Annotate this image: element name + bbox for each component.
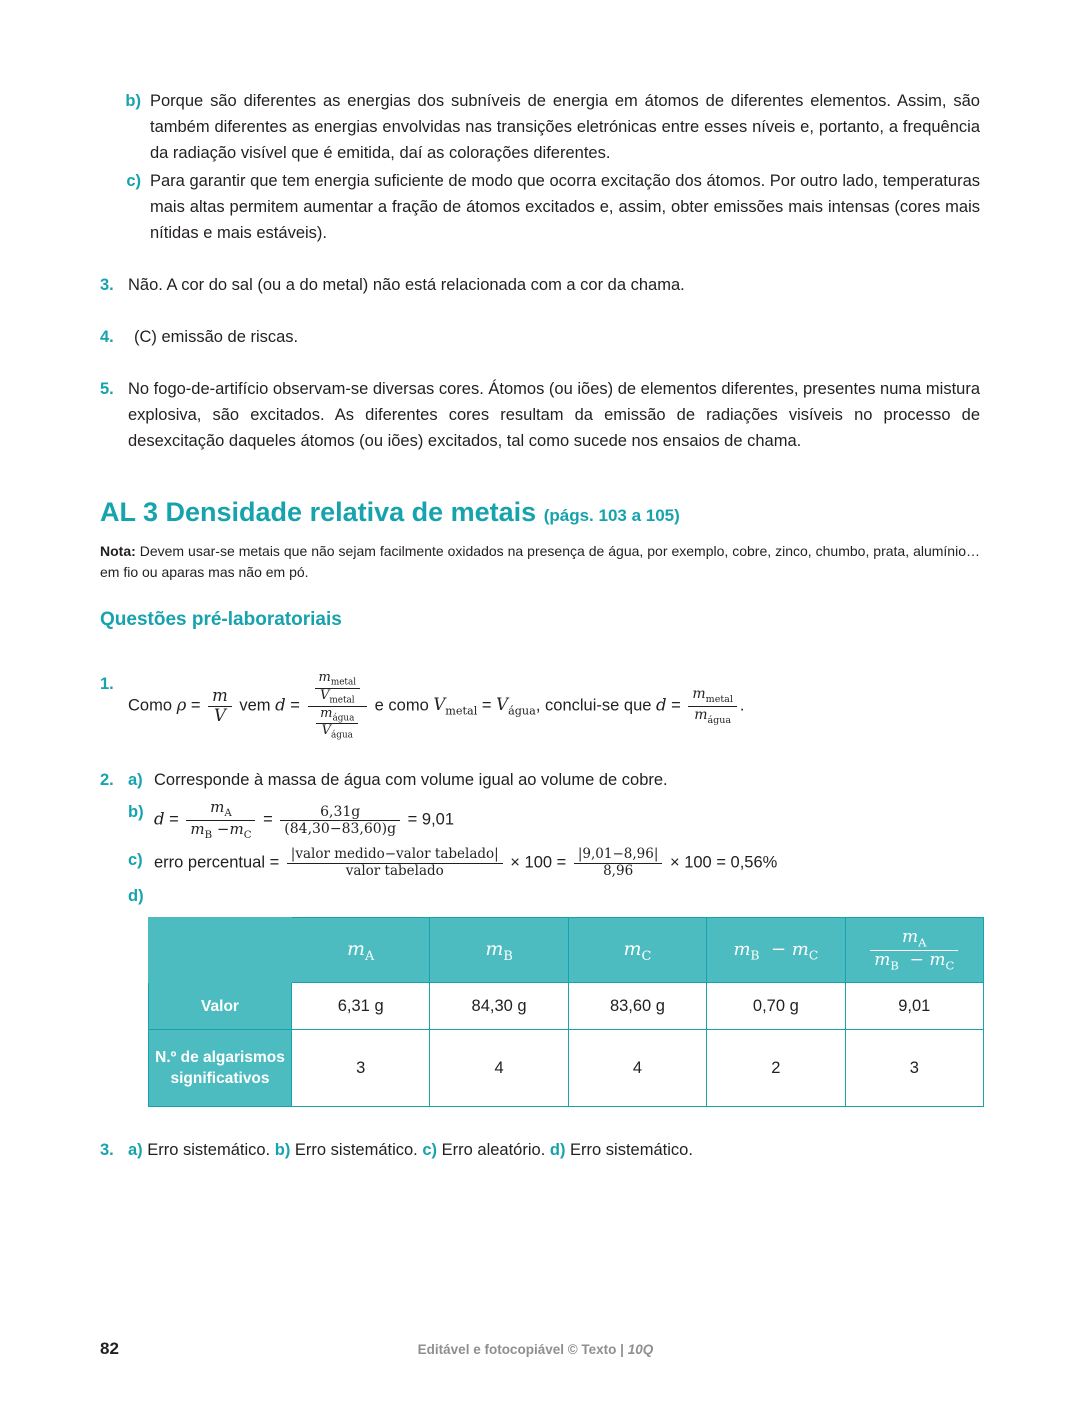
table-header <box>149 918 984 983</box>
question-2c <box>128 847 980 879</box>
question-2b <box>128 799 980 841</box>
q2b-result: = 9,01 <box>407 810 455 829</box>
q2a-label: a) <box>128 771 143 789</box>
q1-vem: vem <box>234 696 276 715</box>
question-2a <box>100 767 980 793</box>
q3d-label: d) <box>549 1141 566 1160</box>
q1-e-como: e como <box>370 696 434 715</box>
footer-code: 10Q <box>627 1342 654 1357</box>
results-table <box>148 917 984 1107</box>
list-item <box>100 324 980 350</box>
q1-den-frac-den: $V_{água}$ <box>321 723 353 741</box>
table-cell: 84,30 g <box>430 983 568 1030</box>
table-col-mC <box>568 918 706 983</box>
item-marker: 3. <box>100 276 114 294</box>
question-1 <box>100 671 980 741</box>
footer-credit <box>91 1342 980 1357</box>
list-item <box>122 168 980 246</box>
q2c-f2-den: 8,96 <box>603 862 634 879</box>
q2c-text: erro percentual = <box>154 853 284 872</box>
q3b-label: b) <box>274 1141 291 1160</box>
item-marker: c) <box>126 172 141 190</box>
item-marker: b) <box>125 92 141 110</box>
q1-rho: ρ <box>176 695 187 715</box>
table-row <box>149 1030 984 1107</box>
q1-frac-m-over-v <box>208 687 232 726</box>
question-1-body: Como ρ = $\frac{m}{V}$ vem d = $\frac{\frac{m_{metal}}{V_{metal}}}{\frac{m_{água}}{V_{água}}}$ e como $V_{metal} = V_{água}$, conclui-se que d = $\frac{m_{metal}}{m_{água}}$ . <box>128 670 745 741</box>
answer-numbered-list <box>100 272 980 454</box>
section-note <box>100 541 980 583</box>
q2b-fraction-1 <box>186 799 255 841</box>
table-col-mB-minus-mC <box>707 918 845 983</box>
question-1-marker: 1. <box>100 675 114 693</box>
item-text: Porque são diferentes as energias dos subníveis de energia em átomos de diferentes elementos. Assim, são também diferentes as energias envolvidas nas transições eletrónicas entre esses níveis e, portanto, a frequência da radiação visível que é emitida, daí as colorações diferentes. <box>150 92 980 162</box>
header-symbol-mB: $m_B$ <box>485 937 513 964</box>
table-cell: 3 <box>845 1030 983 1107</box>
item-text: Para garantir que tem energia suficiente de modo que ocorra excitação dos átomos. Por outro lado, temperaturas mais altas permitem aumentar a fração de átomos excitados e, assim, obter emissões mais intensas (cores mais nítidas e mais estáveis). <box>150 172 980 242</box>
q1-v-agua: $V_{água}$ <box>496 695 536 718</box>
q2c-formula <box>154 847 980 879</box>
header-symbol-mA: $m_A$ <box>347 937 375 964</box>
q1-big-den <box>308 707 368 742</box>
table-cell: 2 <box>707 1030 845 1107</box>
table-cell: 4 <box>430 1030 568 1107</box>
q2b-label: b) <box>128 803 144 821</box>
q1-conclui: , conclui-se que <box>535 696 657 715</box>
table-col-mA <box>292 918 430 983</box>
note-label: Nota: <box>100 543 136 559</box>
q1-d: d <box>275 695 286 715</box>
q1-period: . <box>739 696 745 715</box>
question-2d <box>128 883 980 909</box>
q2c-fraction-1 <box>287 847 503 879</box>
q1-num-frac <box>315 671 361 706</box>
q1-d2: d <box>656 695 667 715</box>
footer-credit-text: Editável e fotocopiável © Texto | <box>417 1342 628 1357</box>
q1-den-frac <box>316 707 358 742</box>
subsection-heading: Questões pré-laboratoriais <box>100 609 342 630</box>
table-col-ratio <box>845 918 983 983</box>
header-expr-mB-minus-mC: $m_B - m_C$ <box>733 938 819 963</box>
q1-v-metal: $V_{metal}$ <box>433 695 478 718</box>
list-item <box>100 376 980 454</box>
list-item <box>100 272 980 298</box>
question-3 <box>100 1137 980 1163</box>
q3a-label: a) <box>128 1141 143 1160</box>
header-frac-ratio <box>870 928 958 972</box>
table-header-row <box>149 918 984 983</box>
question-2 <box>100 767 980 909</box>
section-title: AL 3 Densidade relativa de metais <box>100 497 537 527</box>
q2c-f2-num: |9,01−8,96| <box>574 847 663 864</box>
q1-big-num <box>308 671 368 707</box>
q3c-label: c) <box>422 1141 438 1160</box>
table-cell: 6,31 g <box>292 983 430 1030</box>
question-2-marker: 2. <box>100 771 114 789</box>
q3b-text: Erro sistemático. <box>294 1141 418 1160</box>
table-body <box>149 983 984 1107</box>
table-cell: 9,01 <box>845 983 983 1030</box>
table-cell: 0,70 g <box>707 983 845 1030</box>
question-3-marker: 3. <box>100 1141 114 1160</box>
table-col-mB <box>430 918 568 983</box>
q1-result-den: $m_{água}$ <box>694 706 732 726</box>
section-heading <box>100 496 980 532</box>
q3d-text: Erro sistemático. <box>570 1141 693 1160</box>
q2c-times: × 100 = <box>510 853 571 872</box>
q3a-text: Erro sistemático. <box>147 1141 271 1160</box>
q1-result-fraction <box>688 686 736 726</box>
q3c-text: Erro aleatório. <box>441 1141 546 1160</box>
item-text: Não. A cor do sal (ou a do metal) não está relacionada com a cor da chama. <box>128 276 685 294</box>
q1-result-num: $m_{metal}$ <box>688 686 736 707</box>
q1-num-frac-num: $m_{metal}$ <box>315 671 361 689</box>
table-row <box>149 983 984 1030</box>
note-text: Devem usar-se metais que não sejam facilmente oxidados na presença de água, por exemplo, cobre, zinco, chumbo, prata, alumínio… em fio ou aparas mas não em pó. <box>100 543 980 580</box>
q2b-f1-den: $m_B -m_C$ <box>190 819 252 841</box>
table-cell: 3 <box>292 1030 430 1107</box>
q1-equals: = <box>477 696 497 715</box>
q2d-label: d) <box>128 887 144 906</box>
header-symbol-mC: $m_C$ <box>623 937 652 964</box>
q1-num-frac-den: $V_{metal}$ <box>319 687 355 706</box>
header-frac-den: $m_B - m_C$ <box>874 949 955 973</box>
q2b-f2-num: 6,31g <box>280 804 400 821</box>
list-item <box>122 88 980 166</box>
item-text: No fogo-de-artifício observam-se diversas cores. Átomos (ou iões) de elementos diferentes, presentes numa mistura explosiva, são excitados. As diferentes cores resultam da emissão de radiações visíveis no processo de desexcitação daqueles átomos (ou iões) excitados, tal como sucede nos ensaios de chama. <box>128 380 980 450</box>
q2c-f1-num: |valor medido−valor tabelado| <box>287 847 503 864</box>
q2c-result: × 100 = 0,56% <box>669 853 778 872</box>
q2b-formula: d = $\frac{m_A}{m_B -m_C}$ = $\frac{6,31g}{(84,30-83,60)g}$ = 9,01 <box>154 798 455 841</box>
question-3-body <box>128 1137 980 1163</box>
q1-den-frac-num: $m_{água}$ <box>316 707 358 725</box>
header-frac-num: $m_A$ <box>870 928 958 951</box>
q2b-f2-den: (84,30−83,60)g <box>284 820 397 837</box>
item-marker: 5. <box>100 380 114 398</box>
q1-lead: Como <box>128 696 177 715</box>
q2a-text: Corresponde à massa de água com volume igual ao volume de cobre. <box>154 771 668 789</box>
q1-big-fraction <box>308 671 368 741</box>
q2b-fraction-2 <box>280 804 400 837</box>
q2b-d: d <box>154 809 165 829</box>
q2c-fraction-2 <box>574 847 663 879</box>
item-marker: 4. <box>100 328 114 346</box>
q1-frac-num: m <box>208 687 232 707</box>
q2c-f1-den: valor tabelado <box>345 862 444 879</box>
page-number: 82 <box>100 1339 119 1358</box>
q2c-label: c) <box>128 851 143 870</box>
table-corner-cell <box>149 918 292 983</box>
q1-frac-den: V <box>213 705 226 725</box>
row-label-valor: Valor <box>149 983 292 1030</box>
item-text: (C) emissão de riscas. <box>134 328 299 346</box>
answer-subitems <box>122 88 980 246</box>
section-pages: (págs. 103 a 105) <box>543 506 680 525</box>
table-cell: 4 <box>568 1030 706 1107</box>
q2b-f1-num: $m_A$ <box>186 799 255 821</box>
row-label-algarismos: N.º de algarismos significativos <box>149 1030 292 1107</box>
page-footer <box>100 1339 980 1359</box>
table-cell: 83,60 g <box>568 983 706 1030</box>
